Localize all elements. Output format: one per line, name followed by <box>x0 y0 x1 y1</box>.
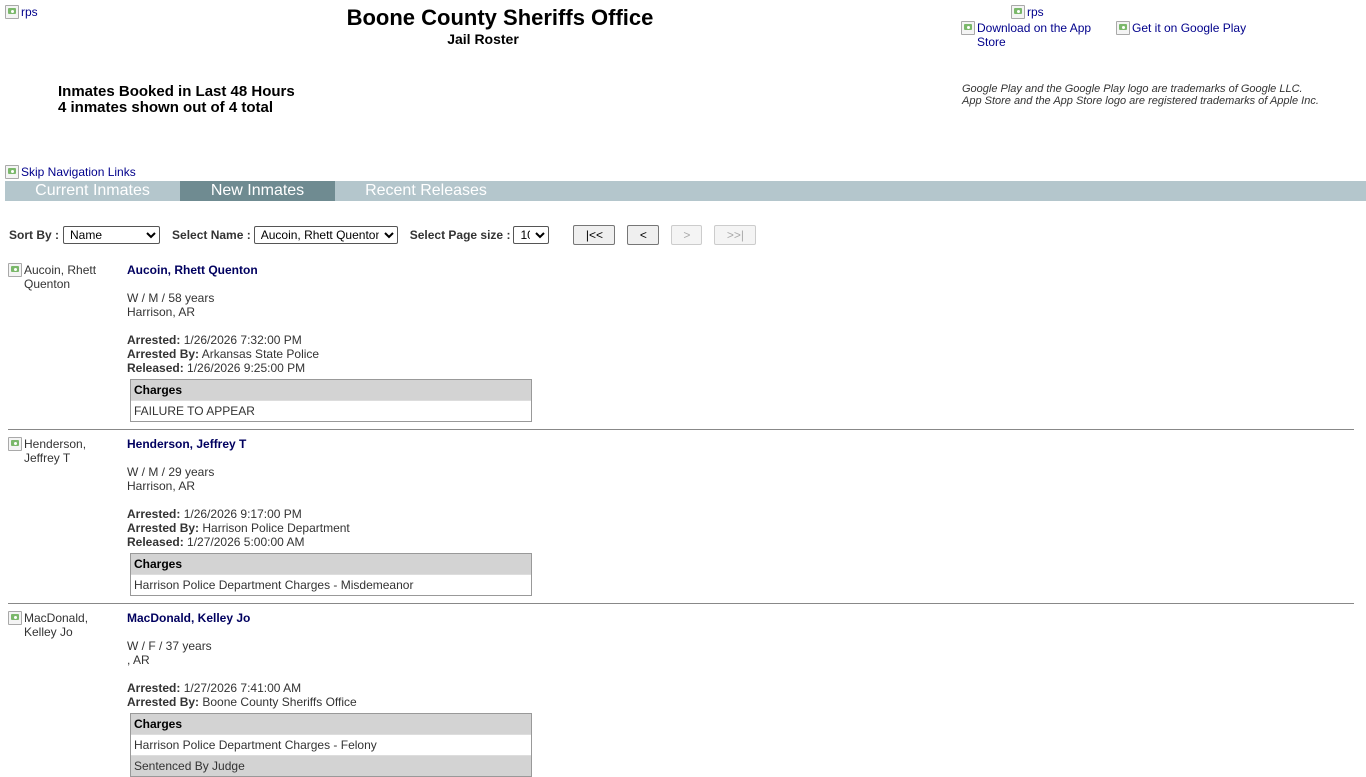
booking-summary <box>58 84 295 116</box>
sort-select[interactable] <box>63 226 160 244</box>
summary-heading: Inmates Booked in Last 48 Hours <box>58 83 295 100</box>
app-store-link[interactable]: Download on the App Store <box>961 21 1101 49</box>
inmate-demographics: W / M / 58 years <box>127 291 215 305</box>
arrested-row: Arrested: 1/26/2026 7:32:00 PM <box>127 333 302 347</box>
released-row: Released: 1/26/2026 9:25:00 PM <box>127 361 306 375</box>
name-label: Select Name : <box>172 228 251 242</box>
inmate-details <box>127 437 532 596</box>
charges-header: Charges <box>131 714 531 734</box>
tab-new-inmates[interactable]: New Inmates <box>180 181 335 201</box>
record-divider <box>8 603 1354 604</box>
inmate-name-link[interactable]: Henderson, Jeffrey T <box>127 437 247 451</box>
roster-controls <box>9 226 768 244</box>
charge-row: Harrison Police Department Charges - Misdemeanor <box>131 574 531 595</box>
inmate-demographics: W / M / 29 years <box>127 465 215 479</box>
inmate-details <box>127 263 532 422</box>
broken-image-icon <box>1116 21 1130 35</box>
next-page-button[interactable]: > <box>671 225 702 245</box>
arrested-by-row: Arrested By: Harrison Police Department <box>127 521 350 535</box>
inmate-location: Harrison, AR <box>127 479 196 493</box>
charges-header: Charges <box>131 380 531 400</box>
rps-logo-left: rps <box>5 5 38 19</box>
trademark-notice: Google Play and the Google Play logo are trademarks of Google LLC. App Store and the App Store logo are registered trademarks of Apple Inc. <box>962 83 1319 107</box>
arrested-by-row: Arrested By: Arkansas State Police <box>127 347 320 361</box>
broken-image-icon <box>8 611 22 625</box>
inmate-name-link[interactable]: Aucoin, Rhett Quenton <box>127 263 258 277</box>
charges-table <box>130 713 532 777</box>
rps-logo-right: rps <box>1011 5 1044 19</box>
inmate-photo: MacDonald, Kelley Jo <box>8 611 118 639</box>
last-page-button[interactable]: >>| <box>714 225 756 245</box>
prev-page-button[interactable]: < <box>627 225 659 245</box>
inmate-photo: Aucoin, Rhett Quenton <box>8 263 118 291</box>
page-title: Boone County Sheriffs Office <box>346 5 654 30</box>
summary-count: 4 inmates shown out of 4 total <box>58 99 274 116</box>
inmate-location: Harrison, AR <box>127 305 196 319</box>
broken-image-icon <box>5 165 19 179</box>
charges-header: Charges <box>131 554 531 574</box>
charge-row: Sentenced By Judge <box>131 755 531 776</box>
charge-row: FAILURE TO APPEAR <box>131 400 531 421</box>
arrested-by-row: Arrested By: Boone County Sheriffs Office <box>127 695 357 709</box>
record-divider <box>8 429 1354 430</box>
charges-table <box>130 379 532 422</box>
tab-bar <box>5 181 1366 201</box>
inmate-name-link[interactable]: MacDonald, Kelley Jo <box>127 611 251 625</box>
first-page-button[interactable]: |<< <box>573 225 615 245</box>
charges-table <box>130 553 532 596</box>
inmate-location: , AR <box>127 653 150 667</box>
broken-image-icon <box>1011 5 1025 19</box>
charge-row: Harrison Police Department Charges - Felony <box>131 734 531 755</box>
name-select[interactable] <box>254 226 398 244</box>
google-play-link[interactable]: Get it on Google Play <box>1116 21 1246 35</box>
tab-current-inmates[interactable]: Current Inmates <box>35 182 150 199</box>
released-row: Released: 1/27/2026 5:00:00 AM <box>127 535 305 549</box>
arrested-row: Arrested: 1/26/2026 9:17:00 PM <box>127 507 302 521</box>
sort-label: Sort By : <box>9 228 60 242</box>
skip-navigation-link[interactable]: Skip Navigation Links <box>5 165 136 179</box>
tab-recent-releases[interactable]: Recent Releases <box>365 182 487 199</box>
inmate-details <box>127 611 532 777</box>
broken-image-icon <box>8 437 22 451</box>
arrested-row: Arrested: 1/27/2026 7:41:00 AM <box>127 681 302 695</box>
broken-image-icon <box>8 263 22 277</box>
page-size-select[interactable] <box>513 226 549 244</box>
inmate-photo: Henderson, Jeffrey T <box>8 437 118 465</box>
page-subtitle: Jail Roster <box>447 31 519 47</box>
broken-image-icon <box>961 21 975 35</box>
page-size-label: Select Page size : <box>409 228 511 242</box>
inmate-demographics: W / F / 37 years <box>127 639 212 653</box>
